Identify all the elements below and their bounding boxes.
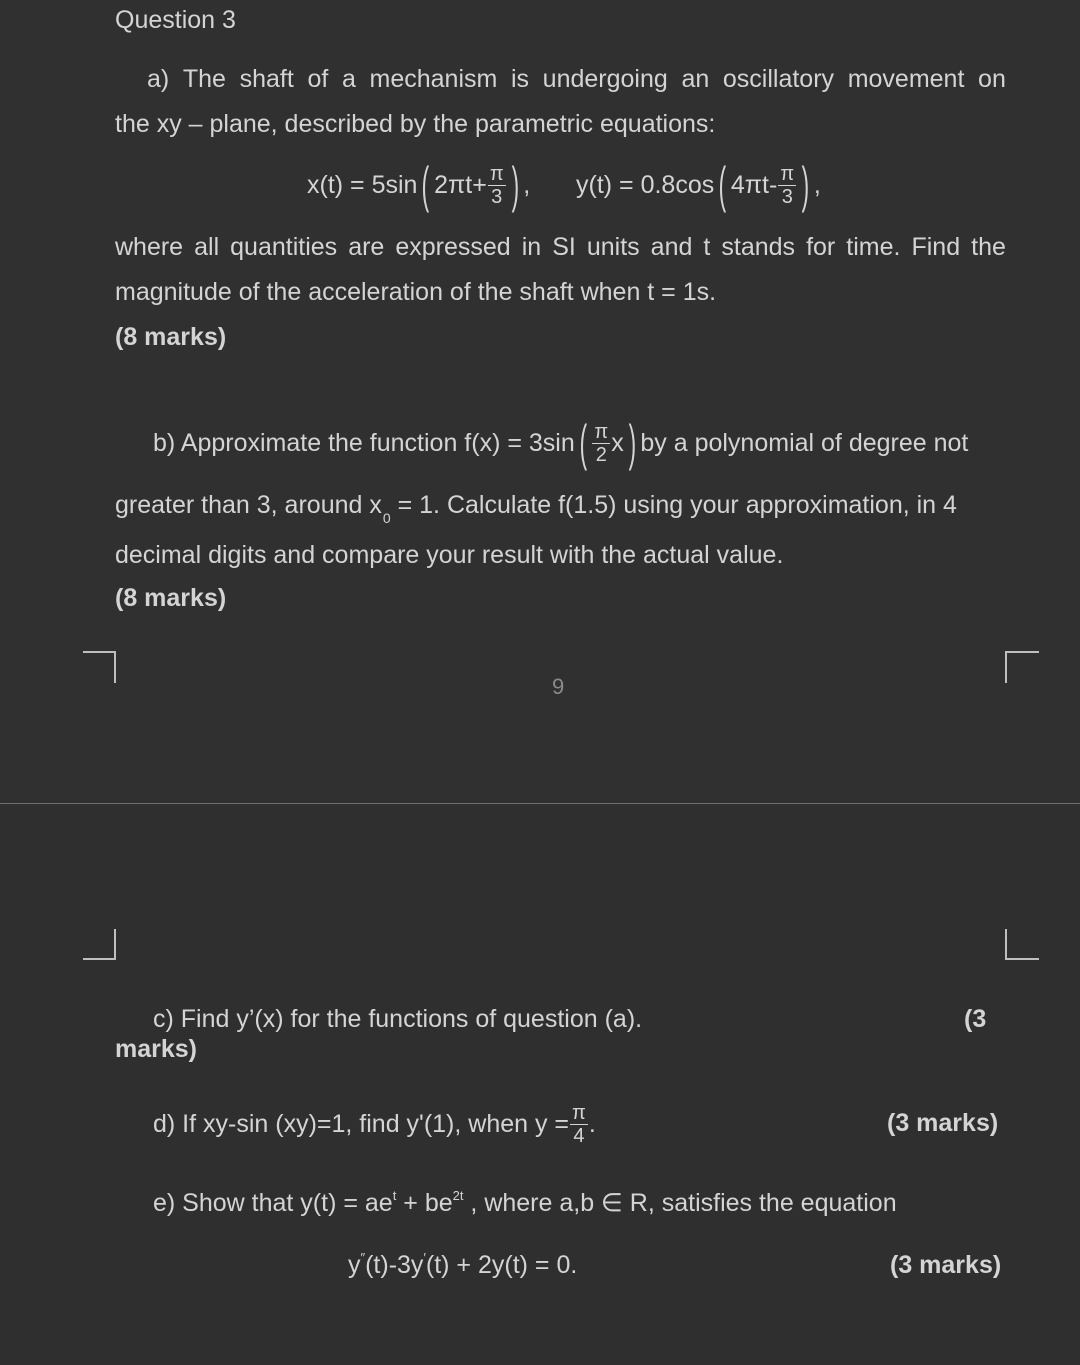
page-number: 9 bbox=[552, 674, 565, 699]
part-b-line-1: b) Approximate the function f(x) = 3sin ( $\frac{\pi}{2}$ x ) by a polynomial of degree not bbox=[153, 415, 969, 471]
crop-mark-bottom-left bbox=[83, 929, 116, 960]
part-d-text: d) If xy-sin (xy)=1, find y'(1), when y = $\frac{\pi}{4}$ . bbox=[153, 1101, 596, 1147]
part-e-text: e) Show that $y(t) = ae^t + be^{2t}$ , where a,b ∈ R, satisfies the equation bbox=[153, 1188, 897, 1217]
part-e-marks: (3 marks) bbox=[890, 1251, 1002, 1279]
part-b-marks: (8 marks) bbox=[115, 584, 227, 612]
part-b-line-2: greater than 3, around $x_0 = 1$. Calculate f(1.5) using your approximation, in 4 bbox=[115, 491, 957, 526]
next-page-background bbox=[0, 804, 1080, 1365]
question-title: Question 3 bbox=[115, 6, 236, 34]
part-a-line-1: a) The shaft of a mechanism is undergoing an oscillatory movement on bbox=[147, 65, 1006, 93]
part-b-line-3: decimal digits and compare your result with the actual value. bbox=[115, 541, 784, 569]
part-a-line-2: the xy – plane, described by the parametric equations: bbox=[115, 110, 716, 138]
crop-mark-top-right bbox=[1005, 651, 1039, 683]
crop-mark-bottom-right bbox=[1005, 929, 1039, 960]
part-e-equation: y″(t)-3y′(t) + 2y(t) = 0. bbox=[348, 1250, 578, 1279]
part-c-text: c) Find y’(x) for the functions of question (a). bbox=[153, 1005, 643, 1033]
equation-x: x(t) = 5sin ( 2πt+ $\frac{\pi}{3}$ ) , bbox=[307, 157, 531, 213]
part-c-marks-open: (3 bbox=[964, 1005, 987, 1033]
part-a-line-4: magnitude of the acceleration of the shaft when t = 1s. bbox=[115, 278, 717, 306]
page-divider bbox=[0, 803, 1080, 804]
part-d-marks: (3 marks) bbox=[887, 1109, 999, 1137]
equation-y: y(t) = 0.8cos ( 4πt- $\frac{\pi}{3}$ ) , bbox=[576, 157, 821, 213]
part-a-marks: (8 marks) bbox=[115, 323, 227, 351]
part-a-line-3: where all quantities are expressed in SI units and t stands for time. Find the bbox=[115, 233, 1006, 261]
part-c-marks-close: marks) bbox=[115, 1035, 197, 1063]
crop-mark-top-left bbox=[83, 651, 116, 683]
